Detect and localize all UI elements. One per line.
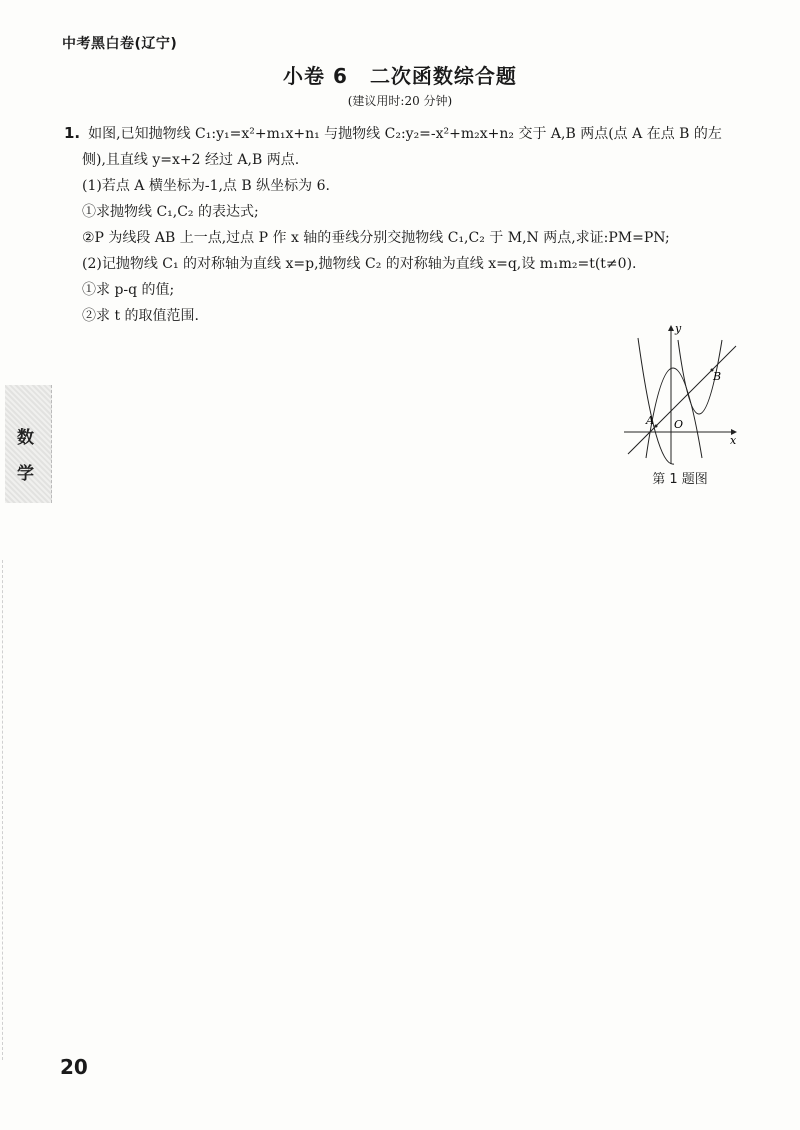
- binding-fold-line: [2, 560, 4, 1060]
- problem-figure: [618, 318, 744, 466]
- side-tab-char2: 学: [17, 464, 34, 484]
- problem-stem-line1: [64, 120, 754, 147]
- parabola-c2: [646, 368, 702, 458]
- part2-question1: ①求 p-q 的值;: [82, 282, 175, 298]
- book-title: 中考黑白卷(辽宁): [62, 36, 178, 52]
- part1-intro: (1)若点 A 横坐标为-1,点 B 纵坐标为 6.: [82, 178, 330, 194]
- point-a-dot: [655, 425, 658, 428]
- part1-question2: ②P 为线段 AB 上一点,过点 P 作 x 轴的垂线分别交抛物线 C₁,C₂ 于 M,N 两点,求证:PM=PN;: [82, 230, 670, 246]
- figure-caption: 第 1 题图: [652, 472, 708, 487]
- point-a-label: A: [646, 414, 654, 427]
- x-axis-label: x: [730, 434, 737, 447]
- page-number: 20: [60, 1055, 88, 1079]
- line-ab: [628, 346, 736, 454]
- page-title: [0, 60, 800, 89]
- title-part1: 小卷 6: [283, 64, 348, 88]
- part1-question1: ①求抛物线 C₁,C₂ 的表达式;: [82, 204, 259, 220]
- suggested-time: (建议用时:20 分钟): [347, 94, 453, 108]
- stem-text-1: 如图,已知抛物线 C₁:y₁=x²+m₁x+n₁ 与抛物线 C₂:y₂=-x²+m₂x+n₂ 交于 A,B 两点(点 A 在点 B 的左: [88, 126, 722, 142]
- problem-stem-line2: 侧),且直线 y=x+2 经过 A,B 两点.: [82, 152, 300, 168]
- y-axis-label: y: [675, 322, 682, 335]
- origin-label: O: [674, 418, 684, 431]
- problem-1: [64, 120, 754, 329]
- part2-question2: ②求 t 的取值范围.: [82, 308, 199, 324]
- subject-side-tab: [5, 385, 52, 503]
- side-tab-char1: 数: [17, 428, 34, 448]
- part2-intro: (2)记抛物线 C₁ 的对称轴为直线 x=p,抛物线 C₂ 的对称轴为直线 x=q,设 m₁m₂=t(t≠0).: [82, 256, 637, 272]
- title-part2: 二次函数综合题: [369, 64, 517, 88]
- point-b-label: B: [713, 370, 722, 383]
- problem-number: 1.: [64, 124, 81, 142]
